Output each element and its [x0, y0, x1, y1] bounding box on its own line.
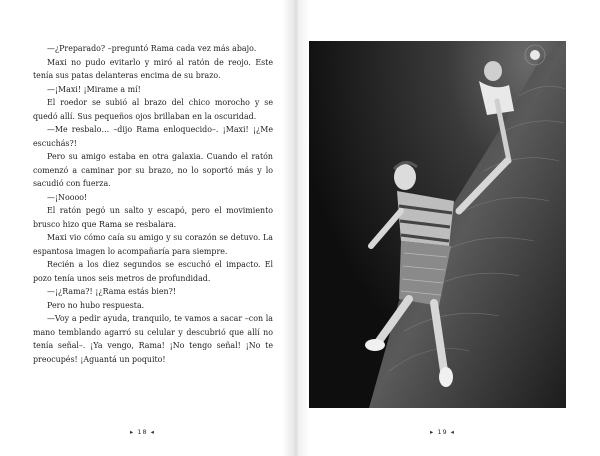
paragraph: Pero su amigo estaba en otra galaxia. Cuando el ratón comenzó a caminar por su brazo, no lo soportó más y lo sacudió con fuerza. [33, 152, 273, 188]
paragraph: —¡Noooo! [47, 192, 88, 202]
paragraph: Pero no hubo respuesta. [47, 300, 145, 310]
paragraph: Maxi no pudo evitarlo y miró al ratón de reojo. Este tenía sus patas delanteras encima de su brazo. [33, 57, 273, 80]
page-number-right: ▸ 19 ◂ [430, 428, 455, 436]
left-page [0, 0, 296, 456]
paragraph: Maxi vio cómo caía su amigo y su corazón se detuvo. La espantosa imagen lo acompañaría para siempre. [33, 233, 273, 256]
paragraph: —¡Maxi! ¡Mirame a mí! [47, 84, 141, 94]
boy-falling-in-well-illustration [309, 41, 566, 408]
paragraph: Recién a los diez segundos se escuchó el impacto. El pozo tenía unos seis metros de profundidad. [33, 260, 273, 283]
paragraph: —Me resbalo… –dijo Rama enloquecido–. ¡Maxi! ¡¿Me escuchás?! [33, 125, 273, 148]
paragraph: —¿Preparado? –preguntó Rama cada vez más abajo. [47, 44, 257, 53]
left-page-text [33, 42, 273, 366]
paragraph: El ratón pegó un salto y escapó, pero el movimiento brusco hizo que Rama se resbalara. [33, 206, 273, 229]
paragraph: —¡¿Rama?! ¡¿Rama estás bien?! [47, 287, 177, 296]
page-number-left: ▸ 18 ◂ [130, 428, 155, 436]
paragraph: El roedor se subió al brazo del chico morocho y se quedó allí. Sus pequeños ojos brillaban en la oscuridad. [33, 98, 273, 121]
paragraph: —Voy a pedir ayuda, tranquilo, te vamos a sacar –con la mano temblando agarró su celular y descubrió que allí no tenía señal–. ¡Ya vengo, Rama! ¡No tengo señal! ¡No te preocupés! ¡Aguantá un poquito! [33, 314, 273, 364]
